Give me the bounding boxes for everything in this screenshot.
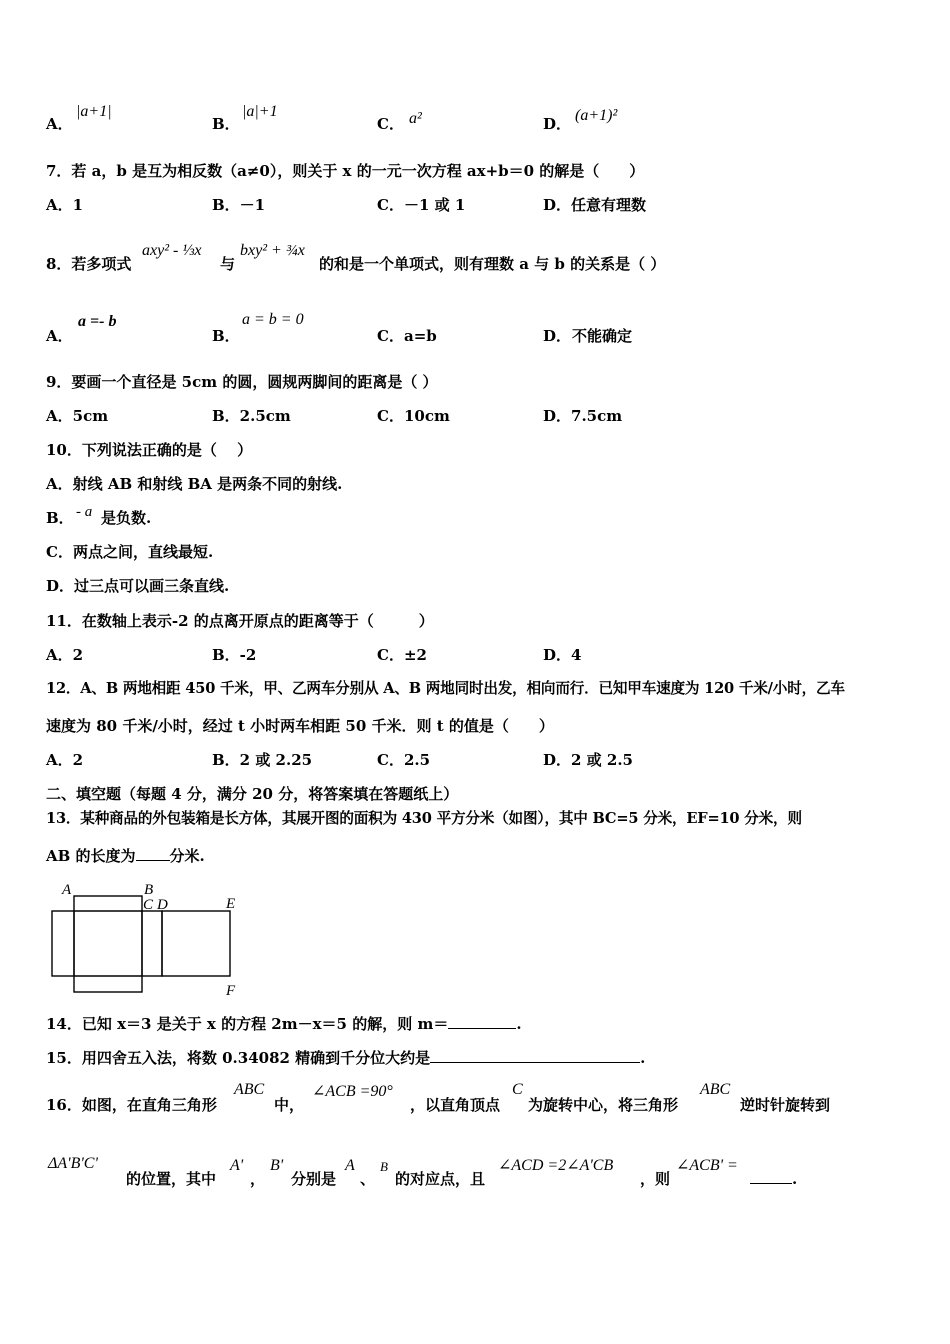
q10-option-d: D．过三点可以画三条直线. — [46, 577, 230, 595]
q16-mid-2: ，以直角顶点 — [410, 1096, 501, 1114]
net-right-face — [162, 911, 230, 976]
q16-l2-c: 的对应点，且 — [395, 1170, 486, 1188]
q6-option-d-label: D． — [543, 115, 572, 133]
q12-option-b: B．2 或 2.25 — [212, 751, 313, 769]
q8-option-b-expr: a = b = 0 — [242, 311, 304, 328]
q7-option-d: D．任意有理数 — [543, 196, 647, 214]
q6-option-c-label: C． — [377, 115, 404, 133]
q7-option-a: A．1 — [46, 196, 84, 214]
q14-line — [46, 1014, 522, 1034]
q14-text: 14．已知 x＝3 是关于 x 的方程 2m－x＝5 的解，则 m＝ — [46, 1015, 449, 1033]
q10-option-b-label: B． — [46, 509, 74, 527]
q15-answer-blank[interactable] — [430, 1062, 640, 1063]
q8-option-d-expr: 不能确定 — [572, 327, 633, 345]
q13-line-2-post: 分米. — [169, 847, 205, 865]
net-left-face — [52, 911, 74, 976]
q7-stem: 7．若 a，b 是互为相反数（a≠0），则关于 x 的一元一次方程 ax+b＝0 的解是（ ） — [46, 162, 645, 180]
q14-answer-blank[interactable] — [448, 1028, 516, 1029]
q16-post-1: 逆时针旋转到 — [740, 1096, 831, 1114]
q11-option-d: D．4 — [543, 646, 582, 664]
section-2-title: 二、填空题（每题 4 分，满分 20 分，将答案填在答题纸上） — [46, 785, 459, 803]
net-right-narrow-face — [142, 911, 162, 976]
q6-option-b-label: B． — [212, 115, 240, 133]
q6-option-c-expr: a² — [409, 110, 422, 127]
q8-polynomial-1: axy² - ⅓x — [142, 242, 202, 259]
q16-comma: ， — [250, 1170, 266, 1188]
q16-a-prime: A' — [230, 1157, 244, 1174]
q8-option-a-expr: a =- b — [78, 313, 117, 330]
q16-ask-angle: ∠ACB' = — [676, 1157, 738, 1174]
q16-end: . — [792, 1170, 798, 1188]
q16-answer — [750, 1169, 797, 1189]
box-net-figure — [44, 878, 249, 1000]
q8-option-d-label: D． — [543, 327, 572, 345]
q6-option-a-expr: |a+1| — [76, 103, 112, 120]
q10-stem: 10．下列说法正确的是（ ） — [46, 441, 253, 459]
q11-option-a: A．2 — [46, 646, 84, 664]
q9-option-a: A．5cm — [46, 407, 109, 425]
q8-prefix: 8．若多项式 — [46, 255, 132, 273]
q9-option-d: D．7.5cm — [543, 407, 623, 425]
q9-stem: 9．要画一个直径是 5cm 的圆，圆规两脚间的距离是（ ） — [46, 373, 438, 391]
q16-condition: ∠ACD =2∠A'CB — [498, 1157, 614, 1174]
q8-polynomial-2: bxy² + ¾x — [240, 242, 305, 259]
q11-option-b: B．-2 — [212, 646, 257, 664]
figure-label-a: A — [62, 882, 72, 898]
q13-line-2 — [46, 846, 205, 866]
q16-answer-blank[interactable] — [750, 1183, 792, 1184]
q16-l2-a: 的位置，其中 — [126, 1170, 217, 1188]
q8-option-c-expr: a=b — [404, 327, 437, 345]
q16-dun: 、 — [360, 1170, 376, 1188]
q11-stem: 11．在数轴上表示-2 的点离开原点的距离等于（ ） — [46, 612, 434, 630]
q11-option-c: C．±2 — [377, 646, 427, 664]
q10-option-b-text: 是负数. — [101, 509, 152, 527]
q7-option-b: B．－1 — [212, 196, 266, 214]
q13-answer-blank[interactable] — [136, 860, 170, 861]
q6-option-d-expr: (a+1)² — [575, 107, 618, 124]
q8-option-a-label: A． — [46, 327, 73, 345]
q10-option-a: A．射线 AB 和射线 BA 是两条不同的射线. — [46, 475, 343, 493]
q10-option-c: C．两点之间，直线最短. — [46, 543, 214, 561]
q16-triangle-abc-2: ABC — [700, 1081, 731, 1098]
q15-line — [46, 1048, 645, 1068]
q12-line-2: 速度为 80 千米/小时，经过 t 小时两车相距 50 千米．则 t 的值是（ ） — [46, 717, 554, 735]
figure-label-e: E — [226, 896, 236, 912]
q8-mid: 与 — [220, 255, 236, 273]
q16-l2-b: 分别是 — [291, 1170, 337, 1188]
q6-option-b-expr: |a|+1 — [242, 103, 278, 120]
q8-option-c-label: C． — [377, 327, 404, 345]
q13-line-1: 13．某种商品的外包装箱是长方体，其展开图的面积为 430 平方分米（如图），其中 BC=5 分米，EF=10 分米，则 — [46, 810, 802, 827]
q12-option-c: C．2.5 — [377, 751, 431, 769]
figure-label-d: D — [157, 897, 168, 913]
q9-option-c: C．10cm — [377, 407, 450, 425]
q16-point-b: B — [380, 1159, 388, 1174]
q15-text: 15．用四舍五入法，将数 0.34082 精确到千分位大约是 — [46, 1049, 431, 1067]
q16-mid-1: 中， — [274, 1096, 305, 1114]
q13-line-2-pre: AB 的长度为 — [46, 847, 136, 865]
q12-option-a: A．2 — [46, 751, 84, 769]
q12-option-d: D．2 或 2.5 — [543, 751, 633, 769]
q10-option-b-expr: - a — [76, 504, 93, 520]
q12-line-1: 12．A、B 两地相距 450 千米，甲、乙两车分别从 A、B 两地同时出发，相向而行．已知甲车速度为 120 千米/小时，乙车 — [46, 680, 845, 697]
q16-pre-1: 16．如图，在直角三角形 — [46, 1096, 217, 1114]
q9-option-b: B．2.5cm — [212, 407, 291, 425]
q8-suffix: 的和是一个单项式，则有理数 a 与 b 的关系是（ ） — [319, 255, 666, 273]
q16-point-a: A — [345, 1157, 355, 1174]
q14-end: . — [516, 1015, 522, 1033]
q16-angle-acb: ∠ACB =90° — [312, 1083, 393, 1100]
q16-triangle-prime: ΔA'B'C' — [48, 1155, 98, 1172]
figure-label-b: B — [144, 882, 154, 898]
q8-option-b-label: B． — [212, 327, 240, 345]
q16-l2-d: ，则 — [640, 1170, 671, 1188]
q15-end: . — [640, 1049, 646, 1067]
q16-triangle-abc: ABC — [234, 1081, 265, 1098]
figure-label-c: C — [143, 897, 154, 913]
q7-option-c: C．－1 或 1 — [377, 196, 466, 214]
figure-label-f: F — [226, 983, 236, 999]
q6-option-a-label: A． — [46, 115, 73, 133]
q16-b-prime: B' — [270, 1157, 284, 1174]
q16-vertex-c: C — [512, 1081, 523, 1098]
q16-mid-3: 为旋转中心，将三角形 — [528, 1096, 679, 1114]
